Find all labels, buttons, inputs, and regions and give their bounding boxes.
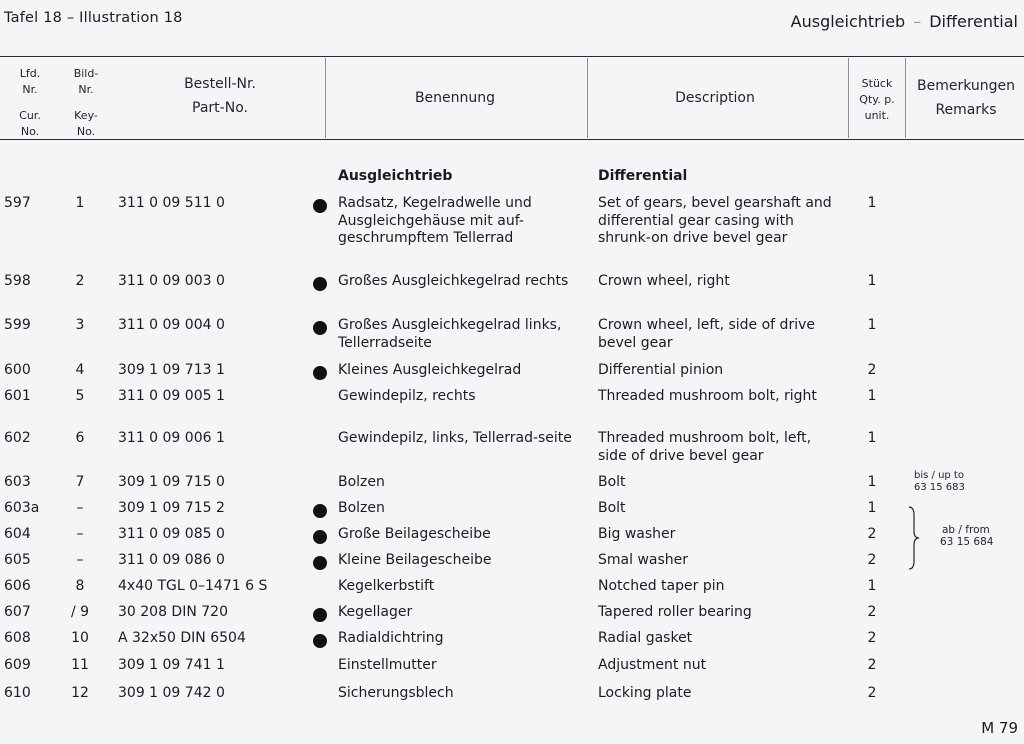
qty-per-unit: 2	[867, 685, 877, 701]
key-no: 2	[75, 273, 85, 289]
benennung-text: Gewindepilz, links, Tellerrad-seite	[338, 430, 572, 446]
benennung-text: Radialdichtring	[338, 630, 444, 646]
column-divider	[905, 58, 906, 138]
part-no: 309 1 09 715 2	[118, 500, 225, 516]
benennung-text: Kleine Beilagescheibe	[338, 552, 492, 568]
qty-per-unit: 2	[867, 657, 877, 673]
qty-per-unit: 1	[867, 474, 877, 490]
description-text: Crown wheel, left, side of drive bevel gear	[598, 317, 815, 351]
cur-no: 605	[4, 552, 31, 568]
column-divider	[848, 58, 849, 138]
header-top-rule	[0, 56, 1024, 57]
description-text: Set of gears, bevel gearshaft and differential gear casing with shrunk-on drive bevel gear	[598, 195, 832, 246]
benennung-text: Bolzen	[338, 500, 385, 516]
qty-per-unit: 1	[867, 388, 877, 404]
description-text: Locking plate	[598, 685, 692, 701]
description-text: Bolt	[598, 500, 626, 516]
bullet-dot-icon	[313, 321, 327, 335]
cur-no: 607	[4, 604, 31, 620]
key-no: 5	[75, 388, 85, 404]
benennung-text: Kleines Ausgleichkegelrad	[338, 362, 522, 378]
col-header-benennung: Benennung	[414, 90, 496, 106]
key-no: 7	[75, 474, 85, 490]
description-text: Threaded mushroom bolt, right	[598, 388, 817, 404]
benennung-text: Große Beilagescheibe	[338, 526, 491, 542]
qty-per-unit: 2	[867, 630, 877, 646]
qty-per-unit: 1	[867, 500, 877, 516]
part-no: 311 0 09 005 1	[118, 388, 225, 404]
col-header-bild: Bild- Nr. Key- No.	[73, 67, 99, 138]
part-no: 309 1 09 713 1	[118, 362, 225, 378]
section-title-en: Differential	[598, 168, 688, 184]
part-no: 311 0 09 003 0	[118, 273, 225, 289]
cur-no: 597	[4, 195, 31, 211]
heading-separator: –	[913, 12, 922, 31]
cur-no: 610	[4, 685, 31, 701]
bullet-dot-icon	[313, 634, 327, 648]
part-no: 30 208 DIN 720	[118, 604, 228, 620]
qty-per-unit: 2	[867, 604, 877, 620]
description-text: Big washer	[598, 526, 676, 542]
col-header-bestell: Bestell-Nr. Part-No.	[184, 76, 256, 116]
cur-no: 606	[4, 578, 31, 594]
qty-per-unit: 1	[867, 317, 877, 333]
col-header-bemerkungen: Bemerkungen Remarks	[916, 78, 1016, 118]
part-no: 311 0 09 006 1	[118, 430, 225, 446]
heading-en: Differential	[929, 12, 1018, 31]
benennung-text: Gewindepilz, rechts	[338, 388, 476, 404]
plate-title: Tafel 18 – Illustration 18	[4, 10, 183, 26]
qty-per-unit: 2	[867, 526, 877, 542]
qty-per-unit: 1	[867, 273, 877, 289]
qty-per-unit: 1	[867, 195, 877, 211]
key-no: 1	[75, 195, 85, 211]
part-no: A 32x50 DIN 6504	[118, 630, 246, 646]
key-no: –	[76, 526, 84, 542]
column-divider	[325, 58, 326, 138]
bullet-dot-icon	[313, 366, 327, 380]
cur-no: 608	[4, 630, 31, 646]
benennung-text: Einstellmutter	[338, 657, 437, 673]
bullet-dot-icon	[313, 608, 327, 622]
bullet-dot-icon	[313, 199, 327, 213]
key-no: 10	[71, 630, 89, 646]
part-no: 4x40 TGL 0–1471 6 S	[118, 578, 268, 594]
benennung-text: Bolzen	[338, 474, 385, 490]
col-header-stueck: Stück Qty. p. unit.	[859, 77, 895, 122]
description-text: Radial gasket	[598, 630, 693, 646]
cur-no: 603	[4, 474, 31, 490]
benennung-text: Sicherungsblech	[338, 685, 454, 701]
bullet-dot-icon	[313, 277, 327, 291]
description-text: Smal washer	[598, 552, 689, 568]
key-no: –	[76, 552, 84, 568]
cur-no: 599	[4, 317, 31, 333]
key-no: 8	[75, 578, 85, 594]
page-number: M 79	[981, 719, 1018, 737]
benennung-text: Großes Ausgleichkegelrad rechts	[338, 273, 569, 289]
cur-no: 598	[4, 273, 31, 289]
header-bottom-rule	[0, 139, 1024, 140]
part-no: 309 1 09 742 0	[118, 685, 225, 701]
page-heading	[791, 12, 1018, 31]
description-text: Crown wheel, right	[598, 273, 730, 289]
qty-per-unit: 1	[867, 430, 877, 446]
key-no: 11	[71, 657, 89, 673]
key-no: 6	[75, 430, 85, 446]
key-no: / 9	[70, 604, 90, 620]
col-header-description: Description	[675, 90, 755, 106]
description-text: Differential pinion	[598, 362, 724, 378]
part-no: 311 0 09 085 0	[118, 526, 225, 542]
cur-no: 602	[4, 430, 31, 446]
cur-no: 604	[4, 526, 31, 542]
remark-from: ab / from 63 15 684	[940, 524, 994, 548]
brace-icon	[906, 505, 920, 571]
part-no: 309 1 09 715 0	[118, 474, 225, 490]
cur-no: 603a	[4, 500, 40, 516]
description-text: Bolt	[598, 474, 626, 490]
description-text: Notched taper pin	[598, 578, 725, 594]
benennung-text: Großes Ausgleichkegelrad links, Tellerradseite	[338, 317, 562, 351]
cur-no: 600	[4, 362, 31, 378]
cur-no: 609	[4, 657, 31, 673]
part-no: 309 1 09 741 1	[118, 657, 225, 673]
part-no: 311 0 09 511 0	[118, 195, 225, 211]
key-no: –	[76, 500, 84, 516]
remark-upto: bis / up to 63 15 683	[914, 470, 965, 493]
key-no: 12	[71, 685, 89, 701]
benennung-text: Radsatz, Kegelradwelle und Ausgleichgehäuse mit auf-geschrumpftem Tellerrad	[338, 195, 532, 246]
bullet-dot-icon	[313, 504, 327, 518]
part-no: 311 0 09 004 0	[118, 317, 225, 333]
qty-per-unit: 2	[867, 552, 877, 568]
heading-de: Ausgleichtrieb	[790, 12, 906, 31]
col-header-lfd: Lfd. Nr. Cur. No.	[19, 67, 41, 138]
cur-no: 601	[4, 388, 31, 404]
qty-per-unit: 2	[867, 362, 877, 378]
bullet-dot-icon	[313, 530, 327, 544]
bullet-dot-icon	[313, 556, 327, 570]
description-text: Adjustment nut	[598, 657, 707, 673]
section-title-de: Ausgleichtrieb	[338, 168, 453, 184]
key-no: 3	[75, 317, 85, 333]
description-text: Threaded mushroom bolt, left, side of drive bevel gear	[598, 430, 812, 464]
benennung-text: Kegellager	[338, 604, 413, 620]
column-divider	[587, 58, 588, 138]
description-text: Tapered roller bearing	[598, 604, 752, 620]
key-no: 4	[75, 362, 85, 378]
benennung-text: Kegelkerbstift	[338, 578, 435, 594]
qty-per-unit: 1	[867, 578, 877, 594]
part-no: 311 0 09 086 0	[118, 552, 225, 568]
